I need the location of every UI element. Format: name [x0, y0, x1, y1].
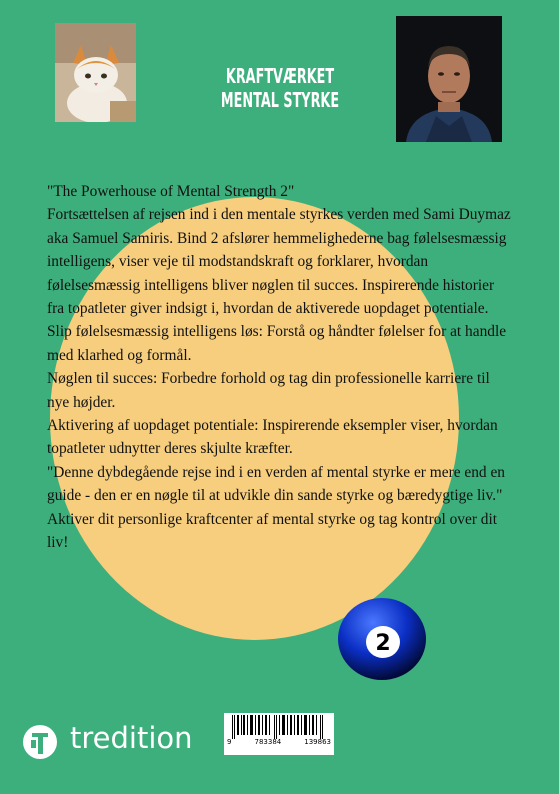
- blurb-paragraph: "Denne dybdegående rejse ind i en verden af mental styrke er mere end en guide - den er en nøgle til at udvikle din sande styrke og bæredygtige liv.": [47, 463, 505, 505]
- volume-number-ball: [337, 597, 427, 681]
- blurb-paragraph: Slip følelsesmæssig intelligens løs: Forstå og håndter følelser for at handle med klarhed og formål.: [47, 323, 507, 364]
- isbn-barcode: [224, 713, 334, 755]
- barcode-digit-group: 783384: [254, 738, 282, 746]
- author-photo: [396, 16, 502, 142]
- cover-title: KRAFTVÆRKET MENTAL STYRKE: [220, 64, 340, 112]
- cat-illustration: [55, 23, 136, 122]
- blurb-paragraph: "The Powerhouse of Mental Strength 2": [47, 183, 295, 200]
- barcode-digits: [227, 738, 331, 746]
- blurb-paragraph: Aktivering af uopdaget potentiale: Inspirerende eksempler viser, hvordan topatleter udnytter deres skjulte kræfter.: [47, 417, 498, 458]
- cat-photo: [55, 23, 136, 122]
- blurb-paragraph: Aktiver dit personlige kraftcenter af mental styrke og tag kontrol over dit liv!: [47, 510, 498, 552]
- blurb-paragraph: Fortsættelsen af rejsen ind i den mentale styrkes verden med Sami Duymaz aka Samuel Samiris. Bind 2 afslører hemmelighederne bag følelsesmæssig intelligens, viser veje til modstandskraft og forklarer, hvordan følelsesmæssig intelligens bliver nøglen til succes. Inspirerende historier fra topatleter giver indsigt i, hvordan de aktiverede uopdaget potentiale.: [47, 206, 511, 318]
- publisher-name: tredition: [70, 721, 193, 755]
- back-cover-blurb: [47, 180, 512, 555]
- blurb-paragraph: Nøglen til succes: Forbedre forhold og tag din professionelle karriere til nye højder.: [47, 370, 490, 411]
- barcode-digit-group: 9: [227, 738, 232, 746]
- author-portrait: [396, 16, 502, 142]
- tredition-logo-icon: [22, 724, 62, 764]
- volume-number: 2: [375, 631, 391, 656]
- publisher-logo: [22, 721, 212, 764]
- barcode-bars: [224, 713, 334, 739]
- barcode-digit-group: 139863: [304, 738, 331, 746]
